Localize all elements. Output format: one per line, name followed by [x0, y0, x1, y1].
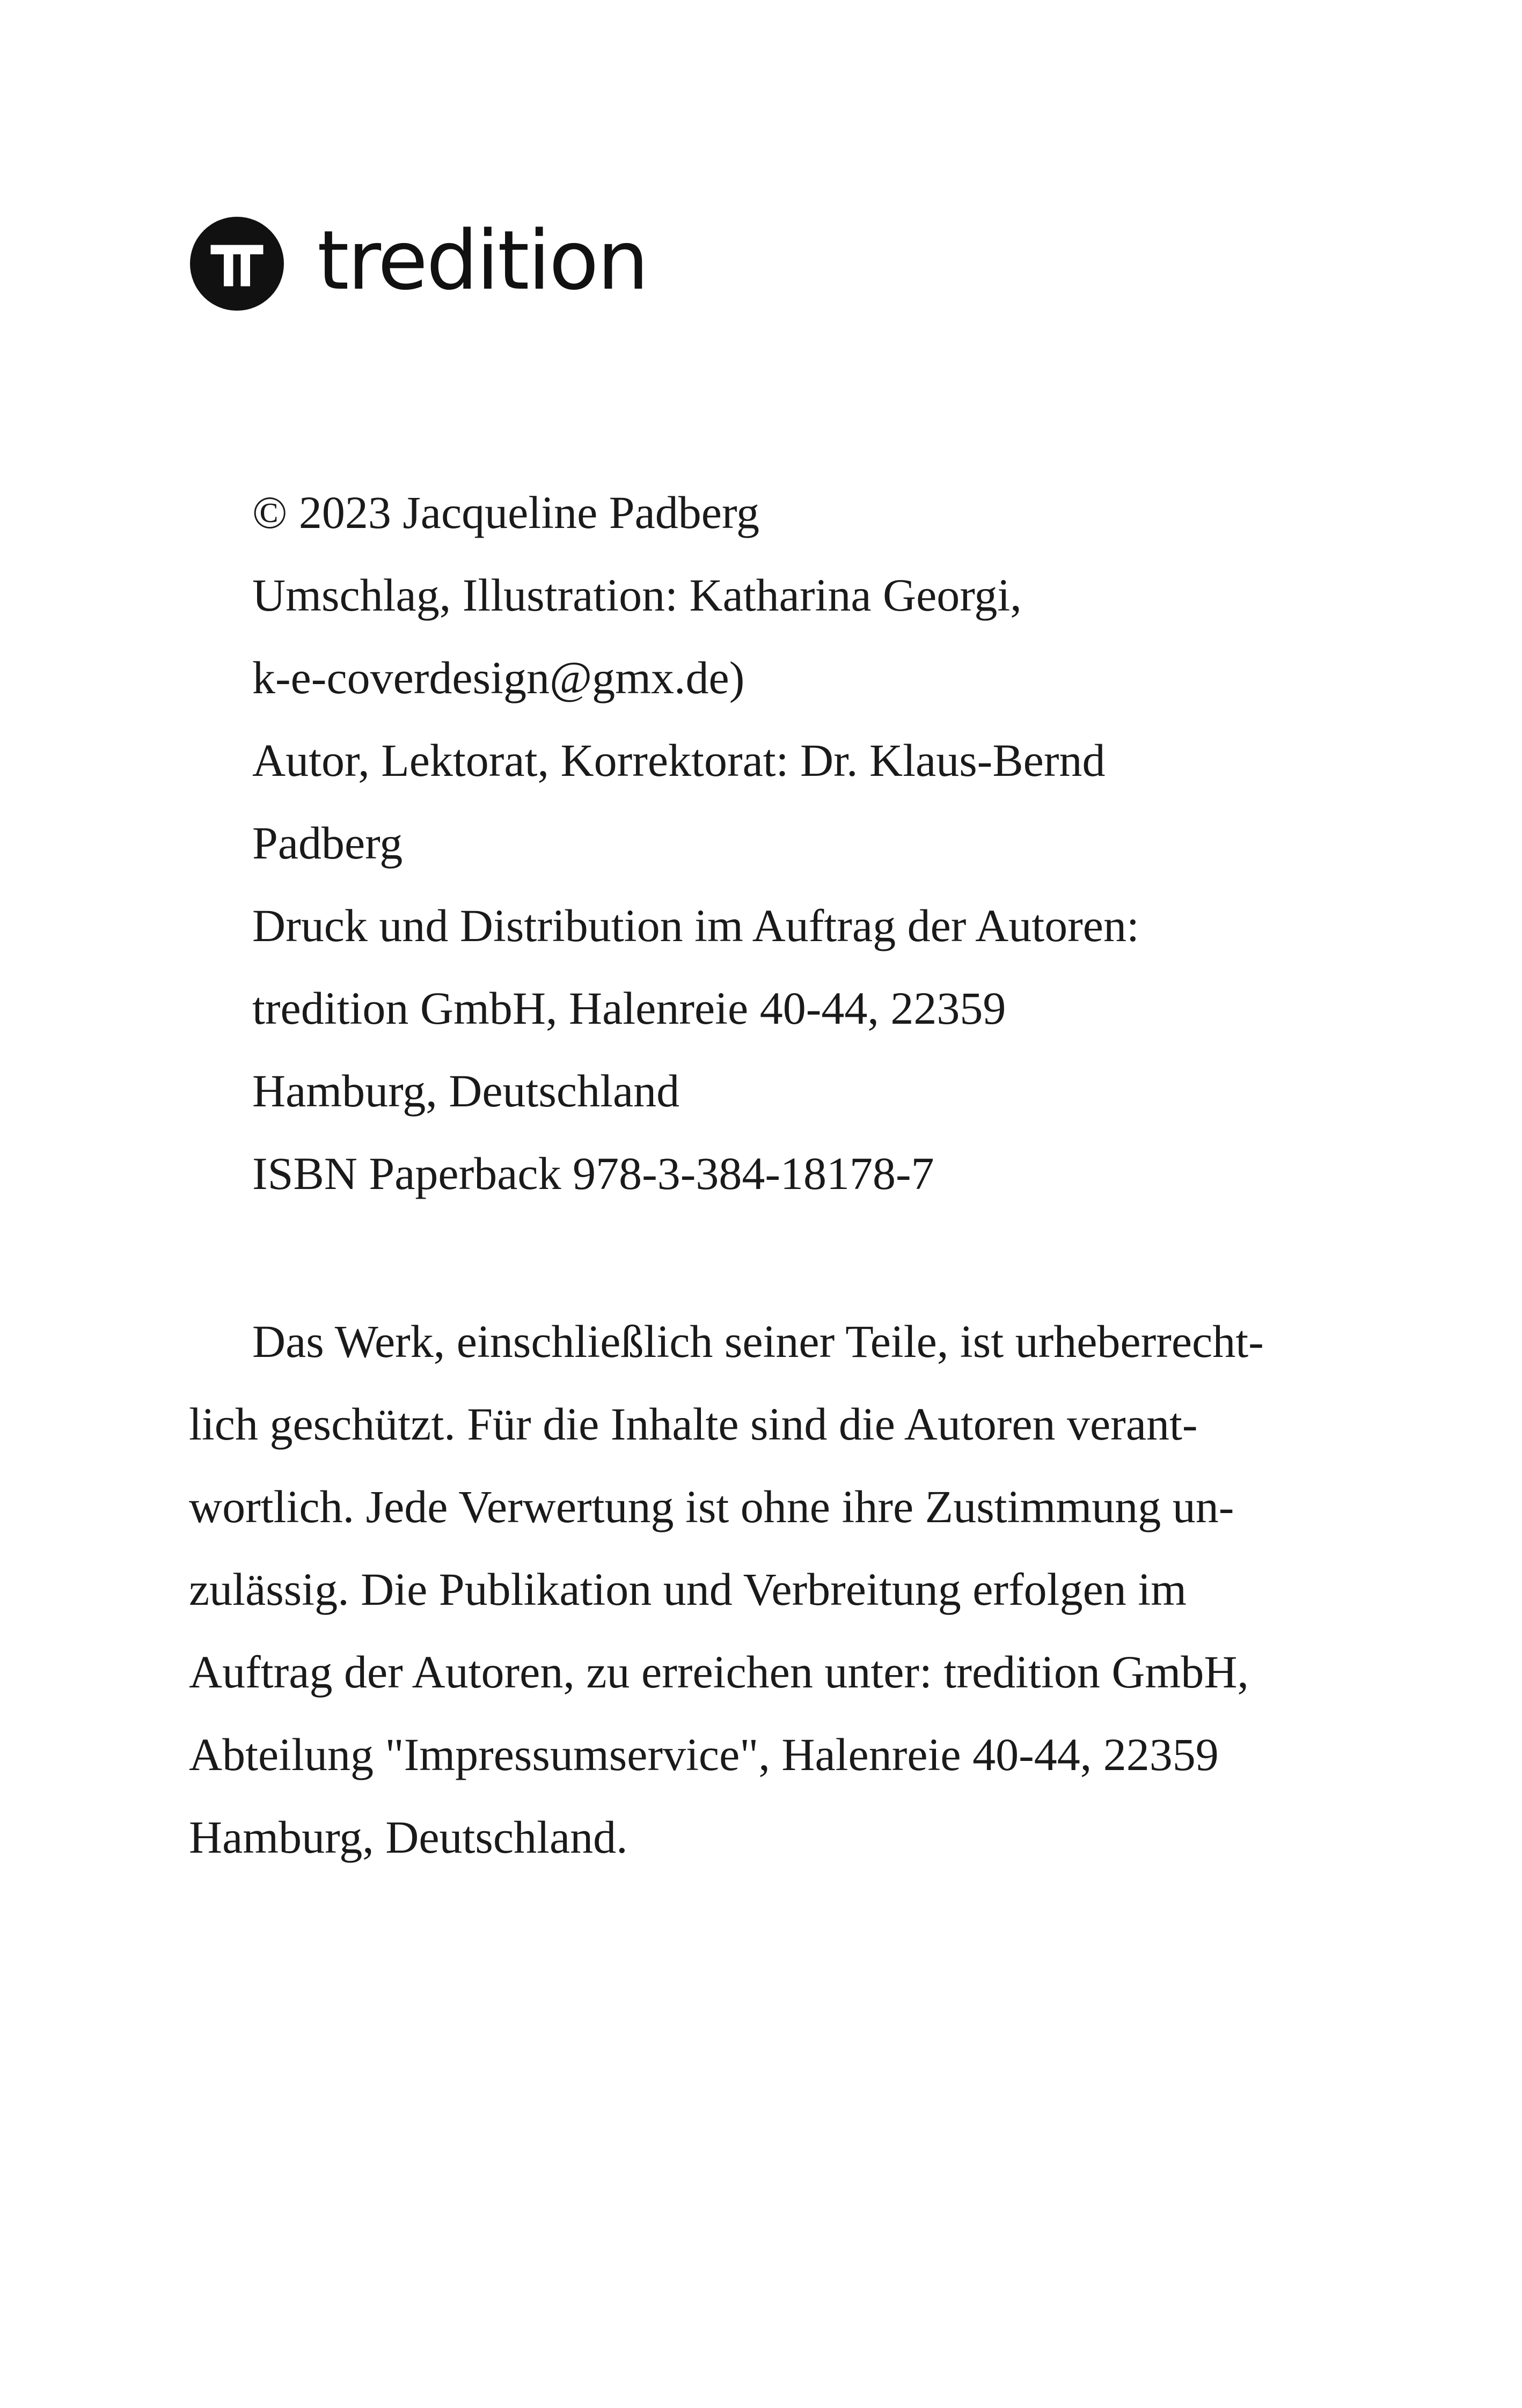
imprint-line: Padberg — [252, 817, 403, 869]
imprint-line: k-e-coverdesign@gmx.de) — [252, 652, 745, 703]
imprint-block — [252, 471, 1326, 1215]
publisher-logo-text: tredition — [317, 212, 648, 308]
copyright-notice — [189, 1300, 1316, 1878]
imprint-line: Druck und Distribution im Auftrag der Autoren: — [252, 900, 1139, 951]
notice-line: zulässig. Die Publikation und Verbreitung erfolgen im — [189, 1563, 1187, 1615]
notice-line: wortlich. Jede Verwertung ist ohne ihre Zustimmung un- — [189, 1481, 1234, 1532]
imprint-line: Umschlag, Illustration: Katharina Georgi, — [252, 569, 1022, 621]
notice-line: lich geschützt. Für die Inhalte sind die Autoren verant- — [189, 1398, 1198, 1450]
notice-line: Das Werk, einschließlich seiner Teile, ist urheberrecht- — [252, 1316, 1264, 1367]
imprint-line: © 2023 Jacqueline Padberg — [252, 487, 760, 538]
imprint-line: Hamburg, Deutschland — [252, 1065, 680, 1117]
notice-line: Hamburg, Deutschland. — [189, 1811, 628, 1863]
imprint-line: Autor, Lektorat, Korrektorat: Dr. Klaus-Bernd — [252, 735, 1106, 786]
isbn-line: ISBN Paperback 978-3-384-18178-7 — [252, 1148, 934, 1199]
notice-line: Abteilung "Impressumservice", Halenreie 40-44, 22359 — [189, 1729, 1219, 1780]
notice-line: Auftrag der Autoren, zu erreichen unter: tredition GmbH, — [189, 1646, 1249, 1698]
imprint-line: tredition GmbH, Halenreie 40-44, 22359 — [252, 982, 1006, 1034]
tredition-logo-mark-icon — [190, 217, 284, 311]
publisher-logo — [190, 212, 648, 311]
